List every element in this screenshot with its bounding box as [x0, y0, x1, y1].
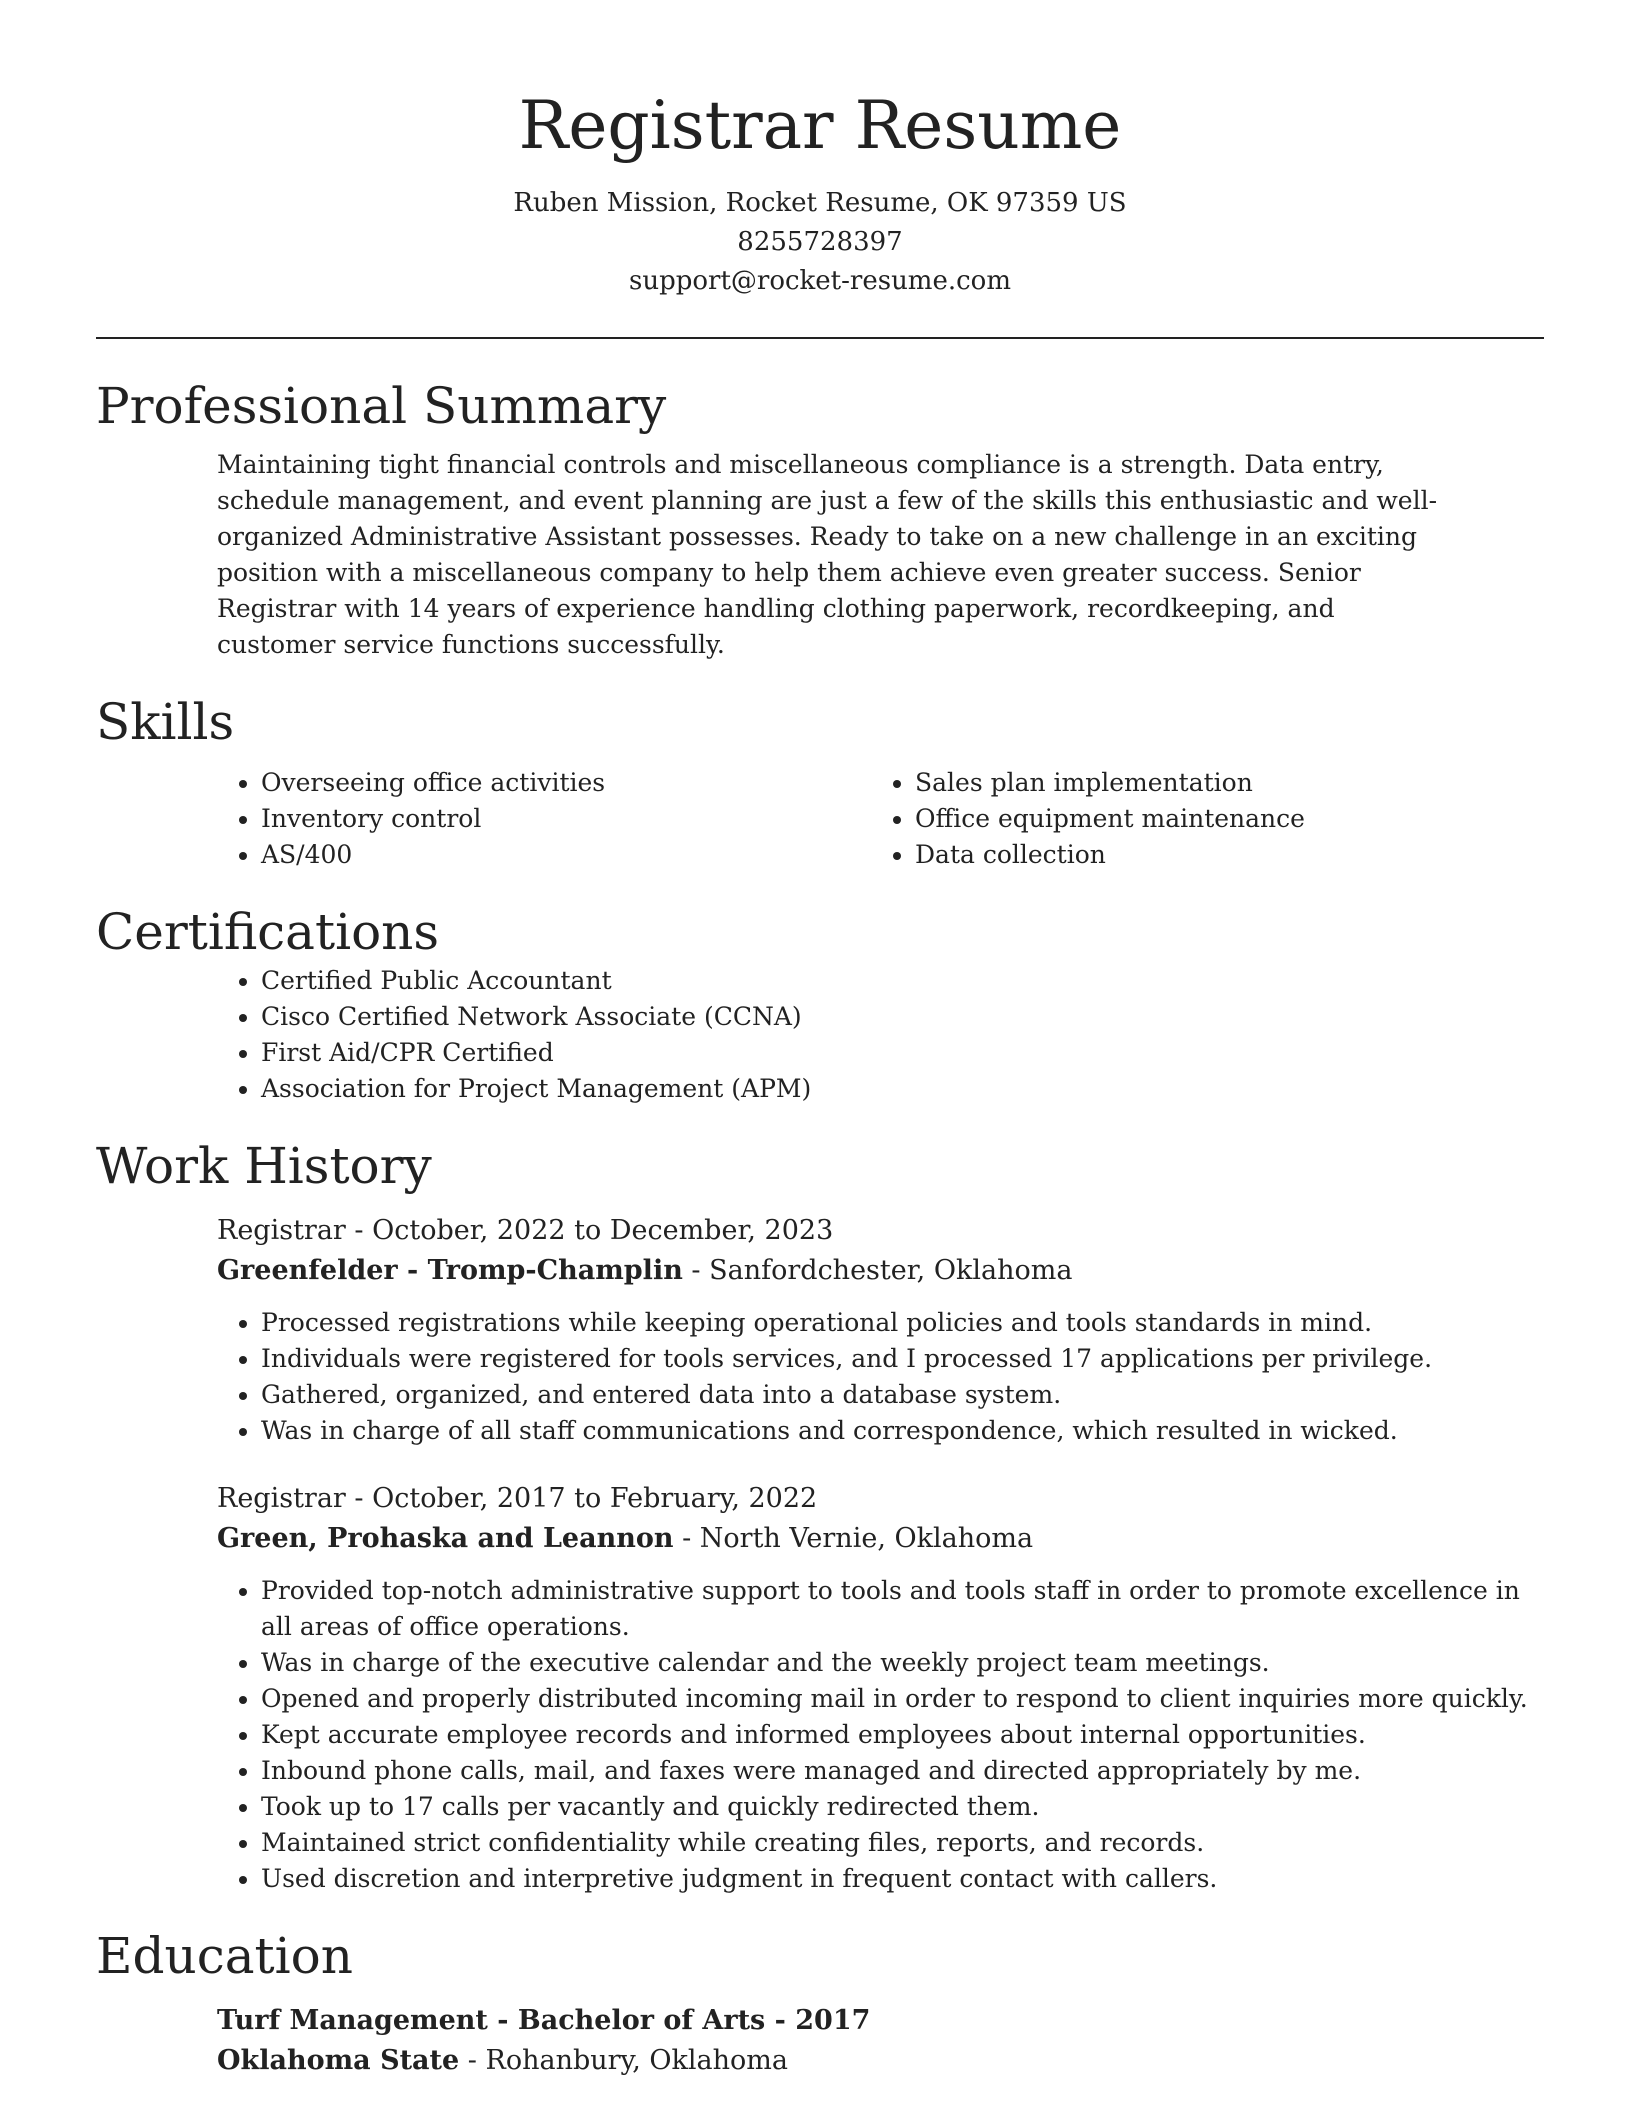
education-location: Rohanbury, Oklahoma	[485, 2045, 788, 2076]
education-school-line	[217, 2041, 1544, 2081]
summary-section	[96, 375, 1544, 663]
list-item: • Was in charge of all staff communications and correspondence, which resulted in wicked.	[261, 1413, 1544, 1449]
list-item: • Inbound phone calls, mail, and faxes were managed and directed appropriately by me.	[261, 1753, 1544, 1789]
certifications-heading: Certifications	[96, 903, 440, 961]
job-entry	[217, 1211, 1544, 1449]
certifications-list	[217, 963, 1544, 1107]
skills-section	[96, 691, 1544, 873]
list-item: • Opened and properly distributed incoming mail in order to respond to client inquiries more quickly.	[261, 1681, 1544, 1717]
contact-address: Ruben Mission, Rocket Resume, OK 97359 US	[513, 188, 1127, 218]
list-item: • Association for Project Management (APM)	[261, 1071, 1544, 1107]
separator: -	[459, 2045, 486, 2076]
separator: -	[682, 1255, 710, 1286]
job-bullets	[217, 1573, 1544, 1897]
separator: -	[673, 1523, 700, 1554]
resume-page	[96, 0, 1544, 2081]
job-company: Greenfelder - Tromp-Champlin	[217, 1255, 683, 1286]
contact-info	[96, 184, 1544, 301]
skills-column-left	[217, 765, 871, 873]
summary-text: Maintaining tight financial controls and miscellaneous compliance is a strength. Data entry, schedule management, and event planning are just a few of the skills this enthusiastic and well-organized Administrative Assistant possesses. Ready to take on a new challenge in an exciting position with a miscellaneous company to help them achieve even greater success. Senior Registrar with 14 years of experience handling clothing paperwork, recordkeeping, and customer service functions successfully.	[217, 450, 1438, 659]
job-dates: October, 2017 to February, 2022	[372, 1483, 818, 1514]
page-title: Registrar Resume	[518, 87, 1122, 164]
job-entry	[217, 1479, 1544, 1897]
contact-phone: 8255728397	[737, 227, 903, 257]
separator: -	[345, 1483, 373, 1514]
work-history-heading: Work History	[96, 1137, 432, 1195]
list-item: • First Aid/CPR Certified	[261, 1035, 1544, 1071]
job-title: Registrar	[217, 1483, 346, 1514]
list-item: • Sales plan implementation	[915, 765, 1525, 801]
education-major: Turf Management	[217, 2005, 488, 2036]
list-item: • Inventory control	[261, 801, 871, 837]
summary-heading: Professional Summary	[96, 377, 667, 435]
list-item: • AS/400	[261, 837, 871, 873]
resume-header	[96, 0, 1544, 301]
list-item: • Processed registrations while keeping operational policies and tools standards in mind.	[261, 1305, 1544, 1341]
list-item: • Took up to 17 calls per vacantly and quickly redirected them.	[261, 1789, 1544, 1825]
list-item: • Office equipment maintenance	[915, 801, 1525, 837]
work-history-section	[96, 1135, 1544, 1897]
skills-grid	[217, 765, 1544, 873]
list-item: • Kept accurate employee records and informed employees about internal opportunities.	[261, 1717, 1544, 1753]
list-item: • Was in charge of the executive calendar and the weekly project team meetings.	[261, 1645, 1544, 1681]
job-bullets	[217, 1305, 1544, 1449]
job-company-line	[217, 1519, 1544, 1559]
skills-column-right	[871, 765, 1525, 873]
job-title: Registrar	[217, 1215, 346, 1246]
job-company-line	[217, 1251, 1544, 1291]
list-item: • Maintained strict confidentiality while creating files, reports, and records.	[261, 1825, 1544, 1861]
job-title-line	[217, 1479, 1544, 1519]
separator: -	[487, 2005, 518, 2036]
education-year: 2017	[795, 2005, 871, 2036]
certifications-section	[96, 901, 1544, 1107]
education-degree: Bachelor of Arts	[517, 2005, 766, 2036]
list-item: • Certified Public Accountant	[261, 963, 1544, 999]
skills-heading: Skills	[96, 693, 235, 751]
job-location: Sanfordchester, Oklahoma	[709, 1255, 1073, 1286]
header-divider	[96, 337, 1544, 339]
job-title-line	[217, 1211, 1544, 1251]
education-section	[96, 1925, 1544, 2081]
job-location: North Vernie, Oklahoma	[699, 1523, 1034, 1554]
job-dates: October, 2022 to December, 2023	[372, 1215, 834, 1246]
separator: -	[345, 1215, 373, 1246]
list-item: • Provided top-notch administrative support to tools and tools staff in order to promote excellence in all areas of office operations.	[261, 1573, 1544, 1645]
list-item: • Cisco Certified Network Associate (CCNA)	[261, 999, 1544, 1035]
education-school: Oklahoma State	[217, 2045, 460, 2076]
contact-email: support@rocket-resume.com	[628, 266, 1011, 296]
list-item: • Overseeing office activities	[261, 765, 871, 801]
list-item: • Used discretion and interpretive judgment in frequent contact with callers.	[261, 1861, 1544, 1897]
job-company: Green, Prohaska and Leannon	[217, 1523, 674, 1554]
education-degree-line	[217, 2001, 1544, 2041]
education-heading: Education	[96, 1927, 353, 1985]
list-item: • Data collection	[915, 837, 1525, 873]
separator: -	[765, 2005, 796, 2036]
list-item: • Individuals were registered for tools services, and I processed 17 applications per privilege.	[261, 1341, 1544, 1377]
list-item: • Gathered, organized, and entered data into a database system.	[261, 1377, 1544, 1413]
